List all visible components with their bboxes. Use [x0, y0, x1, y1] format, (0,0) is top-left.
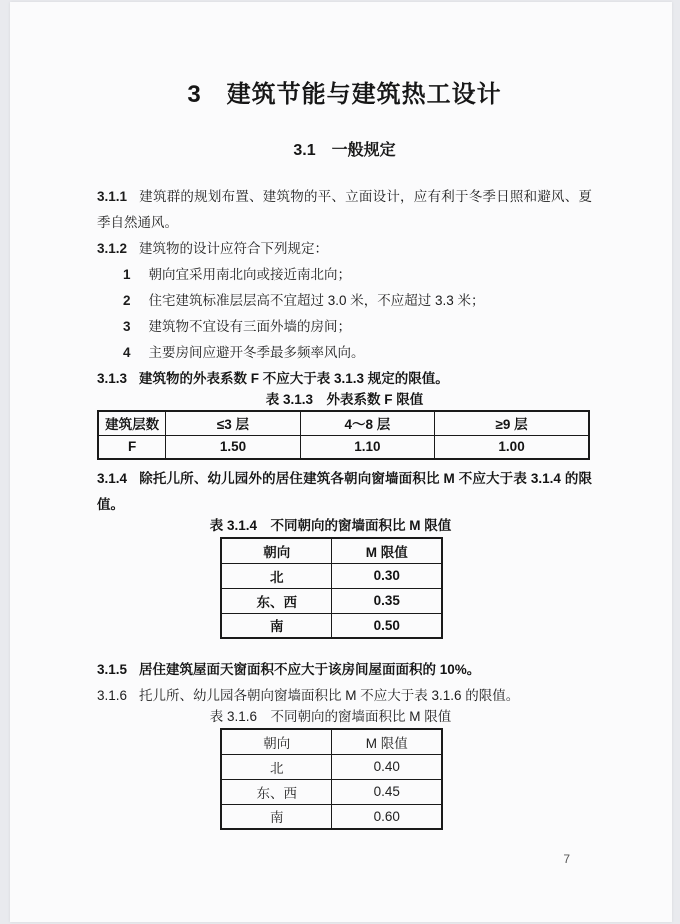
clause-text: 托儿所、幼儿园各朝向窗墙面积比 M 不应大于表 3.1.6 的限值。	[139, 688, 520, 703]
data-cell: 0.50	[332, 613, 442, 638]
clause-text: 建筑物的外表系数 F 不应大于表 3.1.3 规定的限值。	[139, 371, 449, 386]
clause-number: 3.1.2	[97, 241, 128, 256]
data-cell: 1.50	[166, 435, 300, 459]
data-cell: 0.60	[332, 804, 442, 829]
list-item-4	[97, 340, 592, 366]
header-cell: M 限值	[332, 729, 442, 754]
data-cell: 0.35	[332, 588, 442, 613]
item-text: 朝向宜采用南北向或接近南北向；	[148, 267, 352, 282]
item-number: 2	[123, 293, 131, 308]
table-row	[221, 754, 442, 779]
data-cell: 东、西	[221, 588, 332, 613]
clause-number: 3.1.5	[97, 662, 128, 677]
header-cell: 朝向	[221, 729, 332, 754]
section-title: 3.1 一般规定	[293, 142, 396, 159]
table-header-row	[221, 729, 442, 754]
data-cell: 北	[221, 563, 332, 588]
data-cell: 0.45	[332, 779, 442, 804]
clause-3-1-4	[97, 466, 592, 518]
data-cell: 1.00	[435, 435, 589, 459]
data-cell: F	[98, 435, 166, 459]
data-cell: 0.30	[332, 563, 442, 588]
clause-number: 3.1.4	[97, 471, 128, 486]
item-number: 3	[123, 319, 131, 334]
table-3-1-6	[220, 728, 443, 830]
table-header-row	[221, 538, 442, 563]
list-item-1	[97, 262, 592, 288]
header-cell: M 限值	[332, 538, 442, 563]
clause-text: 居住建筑屋面天窗面积不应大于该房间屋面面积的 10%。	[139, 662, 481, 677]
header-cell: 建筑层数	[98, 411, 166, 435]
list-item-2	[97, 288, 592, 314]
list-item-3	[97, 314, 592, 340]
spacer	[97, 639, 592, 657]
table-3-1-4-caption: 表 3.1.4 不同朝向的窗墙面积比 M 限值	[209, 518, 452, 533]
header-cell: ≤3 层	[166, 411, 300, 435]
table-row	[221, 588, 442, 613]
table-row	[221, 563, 442, 588]
item-text: 建筑物不宜设有三面外墙的房间；	[148, 319, 352, 334]
data-cell: 东、西	[221, 779, 332, 804]
document-page	[10, 2, 672, 922]
page-content	[10, 2, 672, 830]
chapter-title: 3 建筑节能与建筑热工设计	[187, 81, 502, 108]
clause-3-1-3	[97, 366, 592, 392]
clause-3-1-6	[97, 683, 592, 709]
clause-number: 3.1.6	[97, 688, 128, 703]
clause-text: 除托儿所、幼儿园外的居住建筑各朝向窗墙面积比 M 不应大于表 3.1.4 的限值。	[97, 471, 592, 512]
clause-3-1-5	[97, 657, 592, 683]
clause-number: 3.1.3	[97, 371, 128, 386]
table-row	[221, 804, 442, 829]
header-cell: ≥9 层	[435, 411, 589, 435]
data-cell: 北	[221, 754, 332, 779]
table-3-1-3	[97, 410, 590, 460]
header-cell: 朝向	[221, 538, 332, 563]
clause-3-1-1	[97, 184, 592, 236]
table-row	[221, 779, 442, 804]
data-cell: 南	[221, 804, 332, 829]
table-row	[98, 435, 589, 459]
item-number: 4	[123, 345, 131, 360]
clause-text: 建筑物的设计应符合下列规定：	[139, 241, 329, 256]
data-cell: 南	[221, 613, 332, 638]
page-number: 7	[563, 852, 570, 866]
item-text: 主要房间应避开冬季最多频率风向。	[148, 345, 365, 360]
data-cell: 0.40	[332, 754, 442, 779]
clause-number: 3.1.1	[97, 189, 128, 204]
table-3-1-4	[220, 537, 443, 639]
table-header-row	[98, 411, 589, 435]
clause-3-1-2	[97, 236, 592, 262]
item-number: 1	[123, 267, 131, 282]
table-row	[221, 613, 442, 638]
item-text: 住宅建筑标准层层高不宜超过 3.0 米，不应超过 3.3 米；	[148, 293, 485, 308]
header-cell: 4～8 层	[300, 411, 434, 435]
clause-text: 建筑群的规划布置、建筑物的平、立面设计，应有利于冬季日照和避风、夏季自然通风。	[97, 189, 592, 230]
table-3-1-6-caption: 表 3.1.6 不同朝向的窗墙面积比 M 限值	[209, 709, 452, 724]
data-cell: 1.10	[300, 435, 434, 459]
table-3-1-3-caption: 表 3.1.3 外表系数 F 限值	[265, 392, 424, 407]
